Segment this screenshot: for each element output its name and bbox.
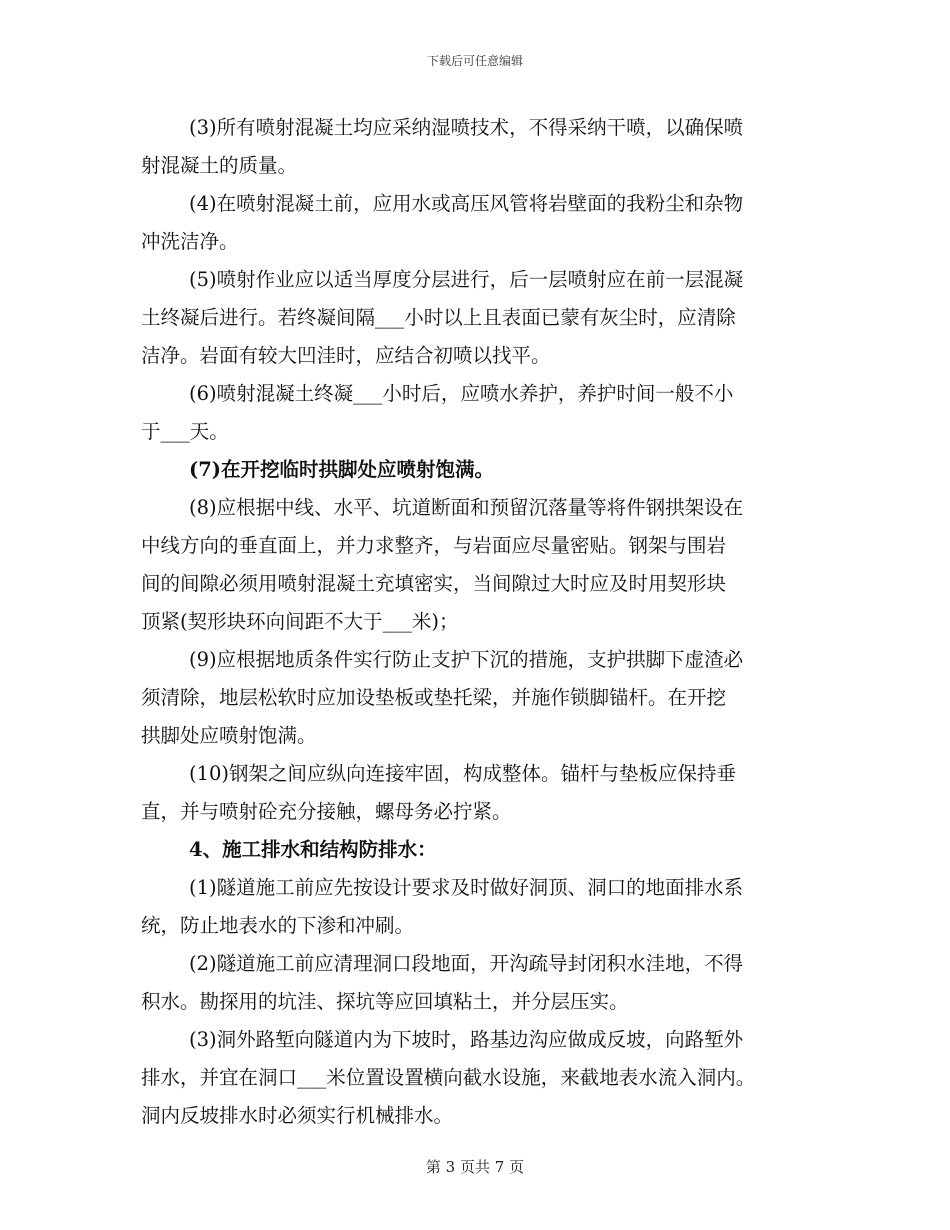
text-line: 直，并与喷射砼充分接触，螺母务必拧紧。 [141,800,512,823]
text-line: 排水，并宜在洞口___米位置设置横向截水设施，来截地表水流入洞内。 [141,1066,756,1089]
text-line: (3)洞外路堑向隧道内为下坡时，路基边沟应做成反坡，向路堑外 [189,1028,744,1051]
text-line: (6)喷射混凝土终凝___小时后，应喷水养护，养护时间一般不小 [189,382,734,405]
text-line: 洞内反坡排水时必须实行机械排水。 [141,1104,454,1127]
page-footer: 第 3 页共 7 页 [425,1158,525,1176]
text-line: (1)隧道施工前应先按设计要求及时做好洞顶、洞口的地面排水系 [189,876,744,899]
section-heading: 4、施工排水和结构防排水： [189,838,437,861]
document-body [141,109,819,1135]
text-line: 土终凝后进行。若终凝间隔___小时以上且表面已蒙有灰尘时，应清除 [141,306,736,329]
text-line: 积水。勘探用的坑洼、探坑等应回填粘土，并分层压实。 [141,990,629,1013]
text-line: 顶紧(契形块环向间距不大于___米)； [141,610,459,633]
page-header: 下载后可任意编辑 [426,54,523,68]
text-line: 洁净。岩面有较大凹洼时，应结合初喷以找平。 [141,344,551,367]
text-line: 拱脚处应喷射饱满。 [141,724,317,747]
text-line: (8)应根据中线、水平、坑道断面和预留沉落量等将件钢拱架设在 [189,496,744,519]
text-line: 间的间隙必须用喷射混凝土充填密实，当间隙过大时应及时用契形块 [141,572,727,595]
text-line: (3)所有喷射混凝土均应采纳湿喷技术，不得采纳干喷，以确保喷 [189,116,744,139]
text-line: 于___天。 [141,420,229,443]
text-line: 射混凝土的质量。 [141,154,298,177]
text-line: (5)喷射作业应以适当厚度分层进行，后一层喷射应在前一层混凝 [189,268,744,291]
section-subheading: (7)在开挖临时拱脚处应喷射饱满。 [189,458,495,481]
text-line: (2)隧道施工前应清理洞口段地面，开沟疏导封闭积水洼地，不得 [189,952,744,975]
text-line: 须清除，地层松软时应加设垫板或垫托梁，并施作锁脚锚杆。在开挖 [141,686,727,709]
text-line: 冲洗洁净。 [141,230,239,253]
text-line: (4)在喷射混凝土前，应用水或高压风管将岩壁面的我粉尘和杂物 [189,192,744,215]
text-line: (10)钢架之间应纵向连接牢固，构成整体。锚杆与垫板应保持垂 [189,762,737,785]
text-line: (9)应根据地质条件实行防止支护下沉的措施，支护拱脚下虚渣必 [189,648,744,671]
text-line: 统，防止地表水的下渗和冲刷。 [141,914,415,937]
text-line: 中线方向的垂直面上，并力求整齐，与岩面应尽量密贴。钢架与围岩 [141,534,727,557]
